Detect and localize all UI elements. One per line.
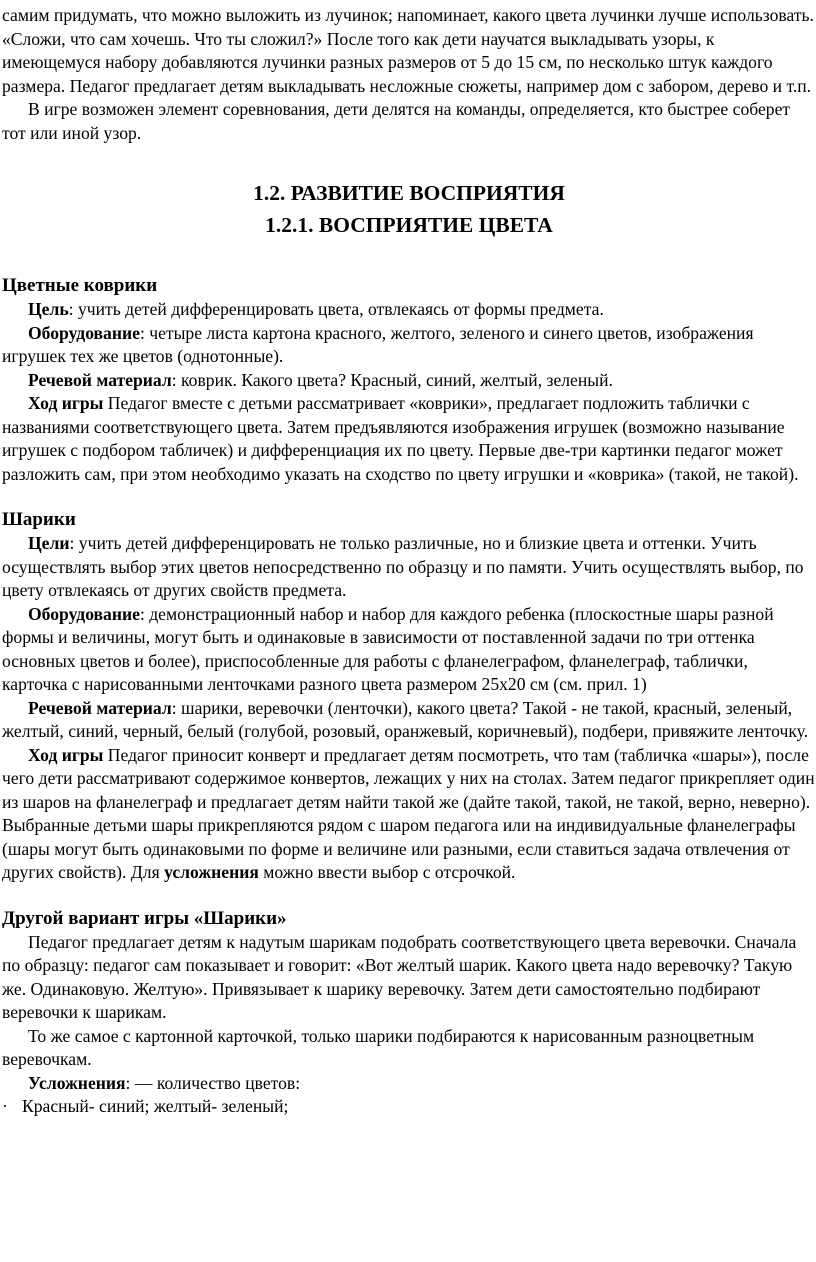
- goal-paragraph: [2, 532, 816, 603]
- speech-label: Речевой материал: [28, 697, 172, 718]
- complications-text: : — количество цветов:: [125, 1072, 301, 1093]
- course-text: Педагог вместе с детьми рассматривает «коврики», предлагает подложить таблички с названиями соответствующего цвета. Затем предъявляются изображения игрушек (возможно называние игрушек с подбором табличек) и дифференциация их по цвету. Первые две-три картинки педагог может разложить сам, при этом необходимо указать на сходство по цвету игрушки и «коврика» (такой, не такой).: [2, 393, 799, 484]
- chapter-heading: [2, 177, 816, 241]
- course-text: Педагог приносит конверт и предлагает детям посмотреть, что там (табличка «шары»), после чего дети рассматривают содержимое конвертов, лежащих у них на столах. Затем педагог прикрепляет один из шаров на фланелеграф и предлагает детям найти такой же (дайте такой, такой, не такой, верно, неверно). Выбранные детьми шары прикрепляются рядом с шаром педагога или на индивидуальные фланелеграфы (шары могут быть одинаковыми по форме и величине или разными, если ставиться задача отвлечения от других свойств). Для: [2, 744, 815, 882]
- equipment-paragraph: [2, 322, 816, 369]
- goal-text: : учить детей дифференцировать не только различные, но и близкие цвета и оттенки. Учить осуществлять выбор этих цветов непосредственно по образцу и по памяти. Учить осуществлять выбор, по цвету отвлекаясь от других свойств предмета.: [2, 533, 804, 600]
- equipment-paragraph: [2, 603, 816, 697]
- complications-label: Усложнения: [28, 1072, 126, 1093]
- equipment-text: : четыре листа картона красного, желтого, зеленого и синего цветов, изображения игрушек тех же цветов (однотонные).: [2, 322, 754, 366]
- goal-label: Цель: [28, 299, 69, 319]
- complication-label: усложнения: [164, 862, 259, 882]
- variant-paragraph-2: То же самое с картонной карточкой, только шарики подбираются к нарисованным разноцветным веревочкам.: [2, 1025, 755, 1069]
- chapter-heading-line-2: 1.2.1. ВОСПРИЯТИЕ ЦВЕТА: [265, 213, 553, 237]
- course-paragraph: [2, 392, 816, 486]
- section-title-balls-variant: Другой вариант игры «Шарики»: [2, 907, 287, 929]
- speech-paragraph: [2, 697, 816, 744]
- section-title-color-mats: Цветные коврики: [2, 275, 158, 296]
- speech-paragraph: [2, 369, 816, 393]
- course-label: Ход игры: [28, 744, 104, 765]
- speech-text: : шарики, веревочки (ленточки), какого цвета? Такой - не такой, красный, зеленый, желтый, синий, черный, белый (голубой, розовый, оранжевый, коричневый), подбери, привяжите ленточку.: [2, 697, 809, 741]
- variant-paragraph-1: Педагог предлагает детям к надутым шарикам подобрать соответствующего цвета веревочки. Сначала по образцу: педагог сам показывает и говорит: «Вот желтый шарик. Какого цвета надо веревочку? Такую же. Одинаковую. Желтую». Привязывает к шарику веревочку. Затем дети самостоятельно подбирают веревочки к шарикам.: [2, 931, 797, 1022]
- goal-text: : учить детей дифференцировать цвета, отвлекаясь от формы предмета.: [68, 299, 604, 319]
- complications-paragraph: [2, 1072, 816, 1096]
- chapter-heading-line-1: 1.2. РАЗВИТИЕ ВОСПРИЯТИЯ: [253, 181, 565, 205]
- goal-label: Цели: [28, 533, 70, 553]
- equipment-label: Оборудование: [28, 603, 140, 624]
- course-label: Ход игры: [28, 393, 104, 413]
- speech-label: Речевой материал: [28, 369, 172, 390]
- course-end-text: можно ввести выбор с отсрочкой.: [258, 862, 516, 882]
- intro-paragraph-1: самим придумать, что можно выложить из лучинок; напоминает, какого цвета лучинки лучше использовать. «Сложи, что сам хочешь. Что ты сложил?» После того как дети научатся выкладывать узоры, к имеющемуся набору добавляются лучинки разных размеров от 5 до 15 см, по несколько штук каждого размера. Педагог предлагает детям выкладывать несложные сюжеты, например дом с забором, дерево и т.п.: [2, 5, 814, 96]
- equipment-text: : демонстрационный набор и набор для каждого ребенка (плоскостные шары разной формы и величины, могут быть и одинаковые в зависимости от поставленной задачи по три оттенка основных цветов и более), приспособленные для работы с фланелеграфом, фланелеграф, таблички, карточка с нарисованными ленточками разного цвета размером 25х20 см (см. прил. 1): [2, 603, 774, 694]
- bullet-mark: ·: [2, 1096, 8, 1116]
- section-title-balls: Шарики: [2, 509, 76, 530]
- bullet-item: [2, 1095, 816, 1119]
- equipment-label: Оборудование: [28, 322, 140, 343]
- goal-paragraph: [2, 298, 816, 322]
- intro-paragraph-2: В игре возможен элемент соревнования, дети делятся на команды, определяется, кто быстрее соберет тот или иной узор.: [2, 99, 791, 143]
- speech-text: : коврик. Какого цвета? Красный, синий, желтый, зеленый.: [171, 369, 613, 390]
- course-paragraph: [2, 744, 816, 885]
- bullet-text: Красный- синий; желтый- зеленый;: [22, 1096, 289, 1116]
